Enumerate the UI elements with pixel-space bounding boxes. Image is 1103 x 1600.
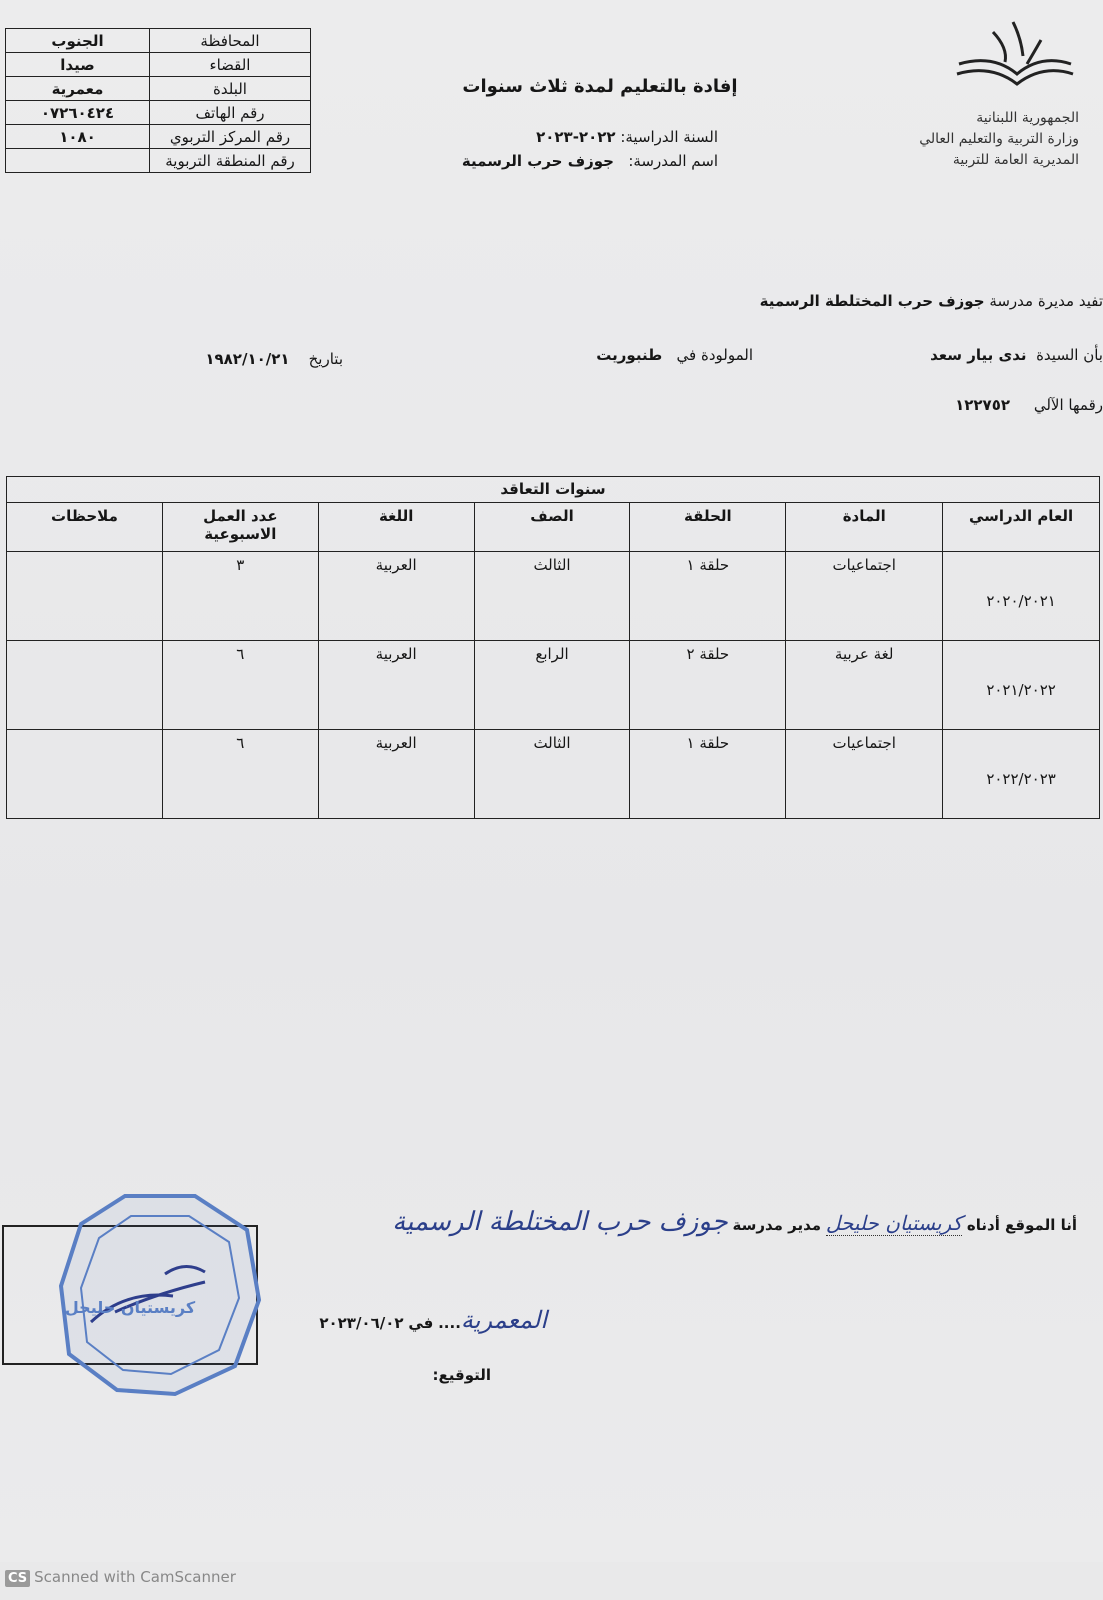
cell-year: ٢٠٢٠/٢٠٢١ bbox=[943, 552, 1100, 641]
school-handwritten: جوزف حرب المختلطة الرسمية bbox=[392, 1207, 728, 1237]
info-value: الجنوب bbox=[6, 29, 150, 53]
cell-grade: الثالث bbox=[474, 552, 630, 641]
info-table bbox=[5, 28, 311, 173]
info-value: ١٠٨٠ bbox=[6, 125, 150, 149]
cell-language: العربية bbox=[318, 730, 474, 819]
info-row bbox=[6, 149, 311, 173]
contract-years-table bbox=[6, 476, 1100, 819]
ministry-name: وزارة التربية والتعليم العالي bbox=[919, 131, 1079, 147]
born-place: طنبوريت bbox=[596, 346, 663, 364]
person-name: ندى بيار سعد bbox=[930, 346, 1027, 364]
school-name-label: اسم المدرسة: bbox=[628, 152, 718, 170]
table-row bbox=[7, 552, 1100, 641]
info-label: رقم المركز التربوي bbox=[150, 125, 311, 149]
person-line bbox=[930, 346, 1103, 364]
signer-name-handwritten: كريستيان حليحل bbox=[825, 1211, 963, 1235]
birth-date: ١٩٨٢/١٠/٢١ bbox=[205, 350, 290, 368]
info-label: المحافظة bbox=[150, 29, 311, 53]
birthplace-line bbox=[596, 346, 753, 364]
info-row bbox=[6, 101, 311, 125]
signature-label: التوقيع: bbox=[432, 1366, 491, 1384]
table-row bbox=[7, 641, 1100, 730]
column-header: عدد العمل الاسبوعية bbox=[162, 503, 318, 552]
school-name-value: جوزف حرب الرسمية bbox=[461, 152, 614, 170]
intro-school: جوزف حرب المختلطة الرسمية bbox=[759, 292, 985, 310]
info-row bbox=[6, 53, 311, 77]
school-year-value: ٢٠٢٢-٢٠٢٣ bbox=[536, 128, 616, 146]
cell-subject: اجتماعيات bbox=[786, 730, 943, 819]
info-label: البلدة bbox=[150, 77, 311, 101]
column-header: الحلقة bbox=[630, 503, 786, 552]
cell-year: ٢٠٢٢/٢٠٢٣ bbox=[943, 730, 1100, 819]
column-header: العام الدراسي bbox=[943, 503, 1100, 552]
cell-hours: ٦ bbox=[162, 641, 318, 730]
cell-subject: لغة عربية bbox=[786, 641, 943, 730]
directorate-name: المديرية العامة للتربية bbox=[952, 152, 1079, 168]
info-row bbox=[6, 125, 311, 149]
official-stamp-icon bbox=[55, 1190, 265, 1400]
director-of-label: مدير مدرسة bbox=[732, 1216, 822, 1234]
cell-language: العربية bbox=[318, 641, 474, 730]
undersigned-line bbox=[392, 1207, 1077, 1237]
cell-language: العربية bbox=[318, 552, 474, 641]
school-year-line bbox=[536, 128, 718, 146]
table-row bbox=[7, 730, 1100, 819]
ministry-logo-icon bbox=[953, 18, 1075, 98]
sign-date: ٢٠٢٣/٠٦/٠٢ bbox=[319, 1314, 404, 1332]
in-label: في bbox=[408, 1314, 434, 1332]
cell-hours: ٣ bbox=[162, 552, 318, 641]
id-prefix: رقمها الآلي bbox=[1033, 396, 1103, 414]
cell-hours: ٦ bbox=[162, 730, 318, 819]
cell-cycle: حلقة ٢ bbox=[630, 641, 786, 730]
cell-year: ٢٠٢١/٢٠٢٢ bbox=[943, 641, 1100, 730]
person-prefix: بأن السيدة bbox=[1036, 346, 1103, 364]
intro-line bbox=[760, 292, 1103, 310]
republic-name: الجمهورية اللبنانية bbox=[976, 110, 1079, 126]
camscanner-footer bbox=[5, 1568, 236, 1587]
id-value: ١٢٢٧٥٢ bbox=[955, 396, 1011, 414]
column-header: المادة bbox=[786, 503, 943, 552]
camscanner-text: Scanned with CamScanner bbox=[34, 1568, 236, 1586]
info-value bbox=[6, 149, 150, 173]
column-header: الصف bbox=[474, 503, 630, 552]
info-label: رقم المنطقة التربوية bbox=[150, 149, 311, 173]
school-year-label: السنة الدراسية: bbox=[620, 128, 718, 146]
info-label: رقم الهاتف bbox=[150, 101, 311, 125]
school-name-line bbox=[462, 152, 718, 170]
info-value: معمرية bbox=[6, 77, 150, 101]
info-row bbox=[6, 29, 311, 53]
info-label: القضاء bbox=[150, 53, 311, 77]
cell-grade: الرابع bbox=[474, 641, 630, 730]
info-row bbox=[6, 77, 311, 101]
info-value: ٠٧٢٦٠٤٢٤ bbox=[6, 101, 150, 125]
intro-prefix: تفيد مديرة مدرسة bbox=[989, 292, 1103, 310]
place-date-line: المعمرية.... في ٢٠٢٣/٠٦/٠٢ bbox=[319, 1306, 547, 1334]
undersigned-prefix: أنا الموقع أدناه bbox=[966, 1216, 1077, 1234]
cell-grade: الثالث bbox=[474, 730, 630, 819]
column-header: اللغة bbox=[318, 503, 474, 552]
born-prefix: المولودة في bbox=[676, 346, 753, 364]
cell-notes bbox=[7, 641, 163, 730]
cell-subject: اجتماعيات bbox=[786, 552, 943, 641]
ministry-header bbox=[919, 108, 1079, 171]
cell-cycle: حلقة ١ bbox=[630, 552, 786, 641]
place-handwritten: المعمرية bbox=[460, 1306, 547, 1334]
cell-notes bbox=[7, 552, 163, 641]
info-value: صيدا bbox=[6, 53, 150, 77]
birthdate-line bbox=[205, 350, 343, 368]
cell-notes bbox=[7, 730, 163, 819]
camscanner-badge-icon: CS bbox=[5, 1570, 30, 1587]
stamp-name: كريستيان حليحل bbox=[64, 1298, 196, 1317]
cell-cycle: حلقة ١ bbox=[630, 730, 786, 819]
column-header: ملاحظات bbox=[7, 503, 163, 552]
date-prefix: بتاريخ bbox=[308, 350, 343, 368]
id-line bbox=[955, 396, 1103, 414]
document-title: إفادة بالتعليم لمدة ثلاث سنوات bbox=[462, 76, 738, 97]
table-caption: سنوات التعاقد bbox=[7, 477, 1100, 503]
